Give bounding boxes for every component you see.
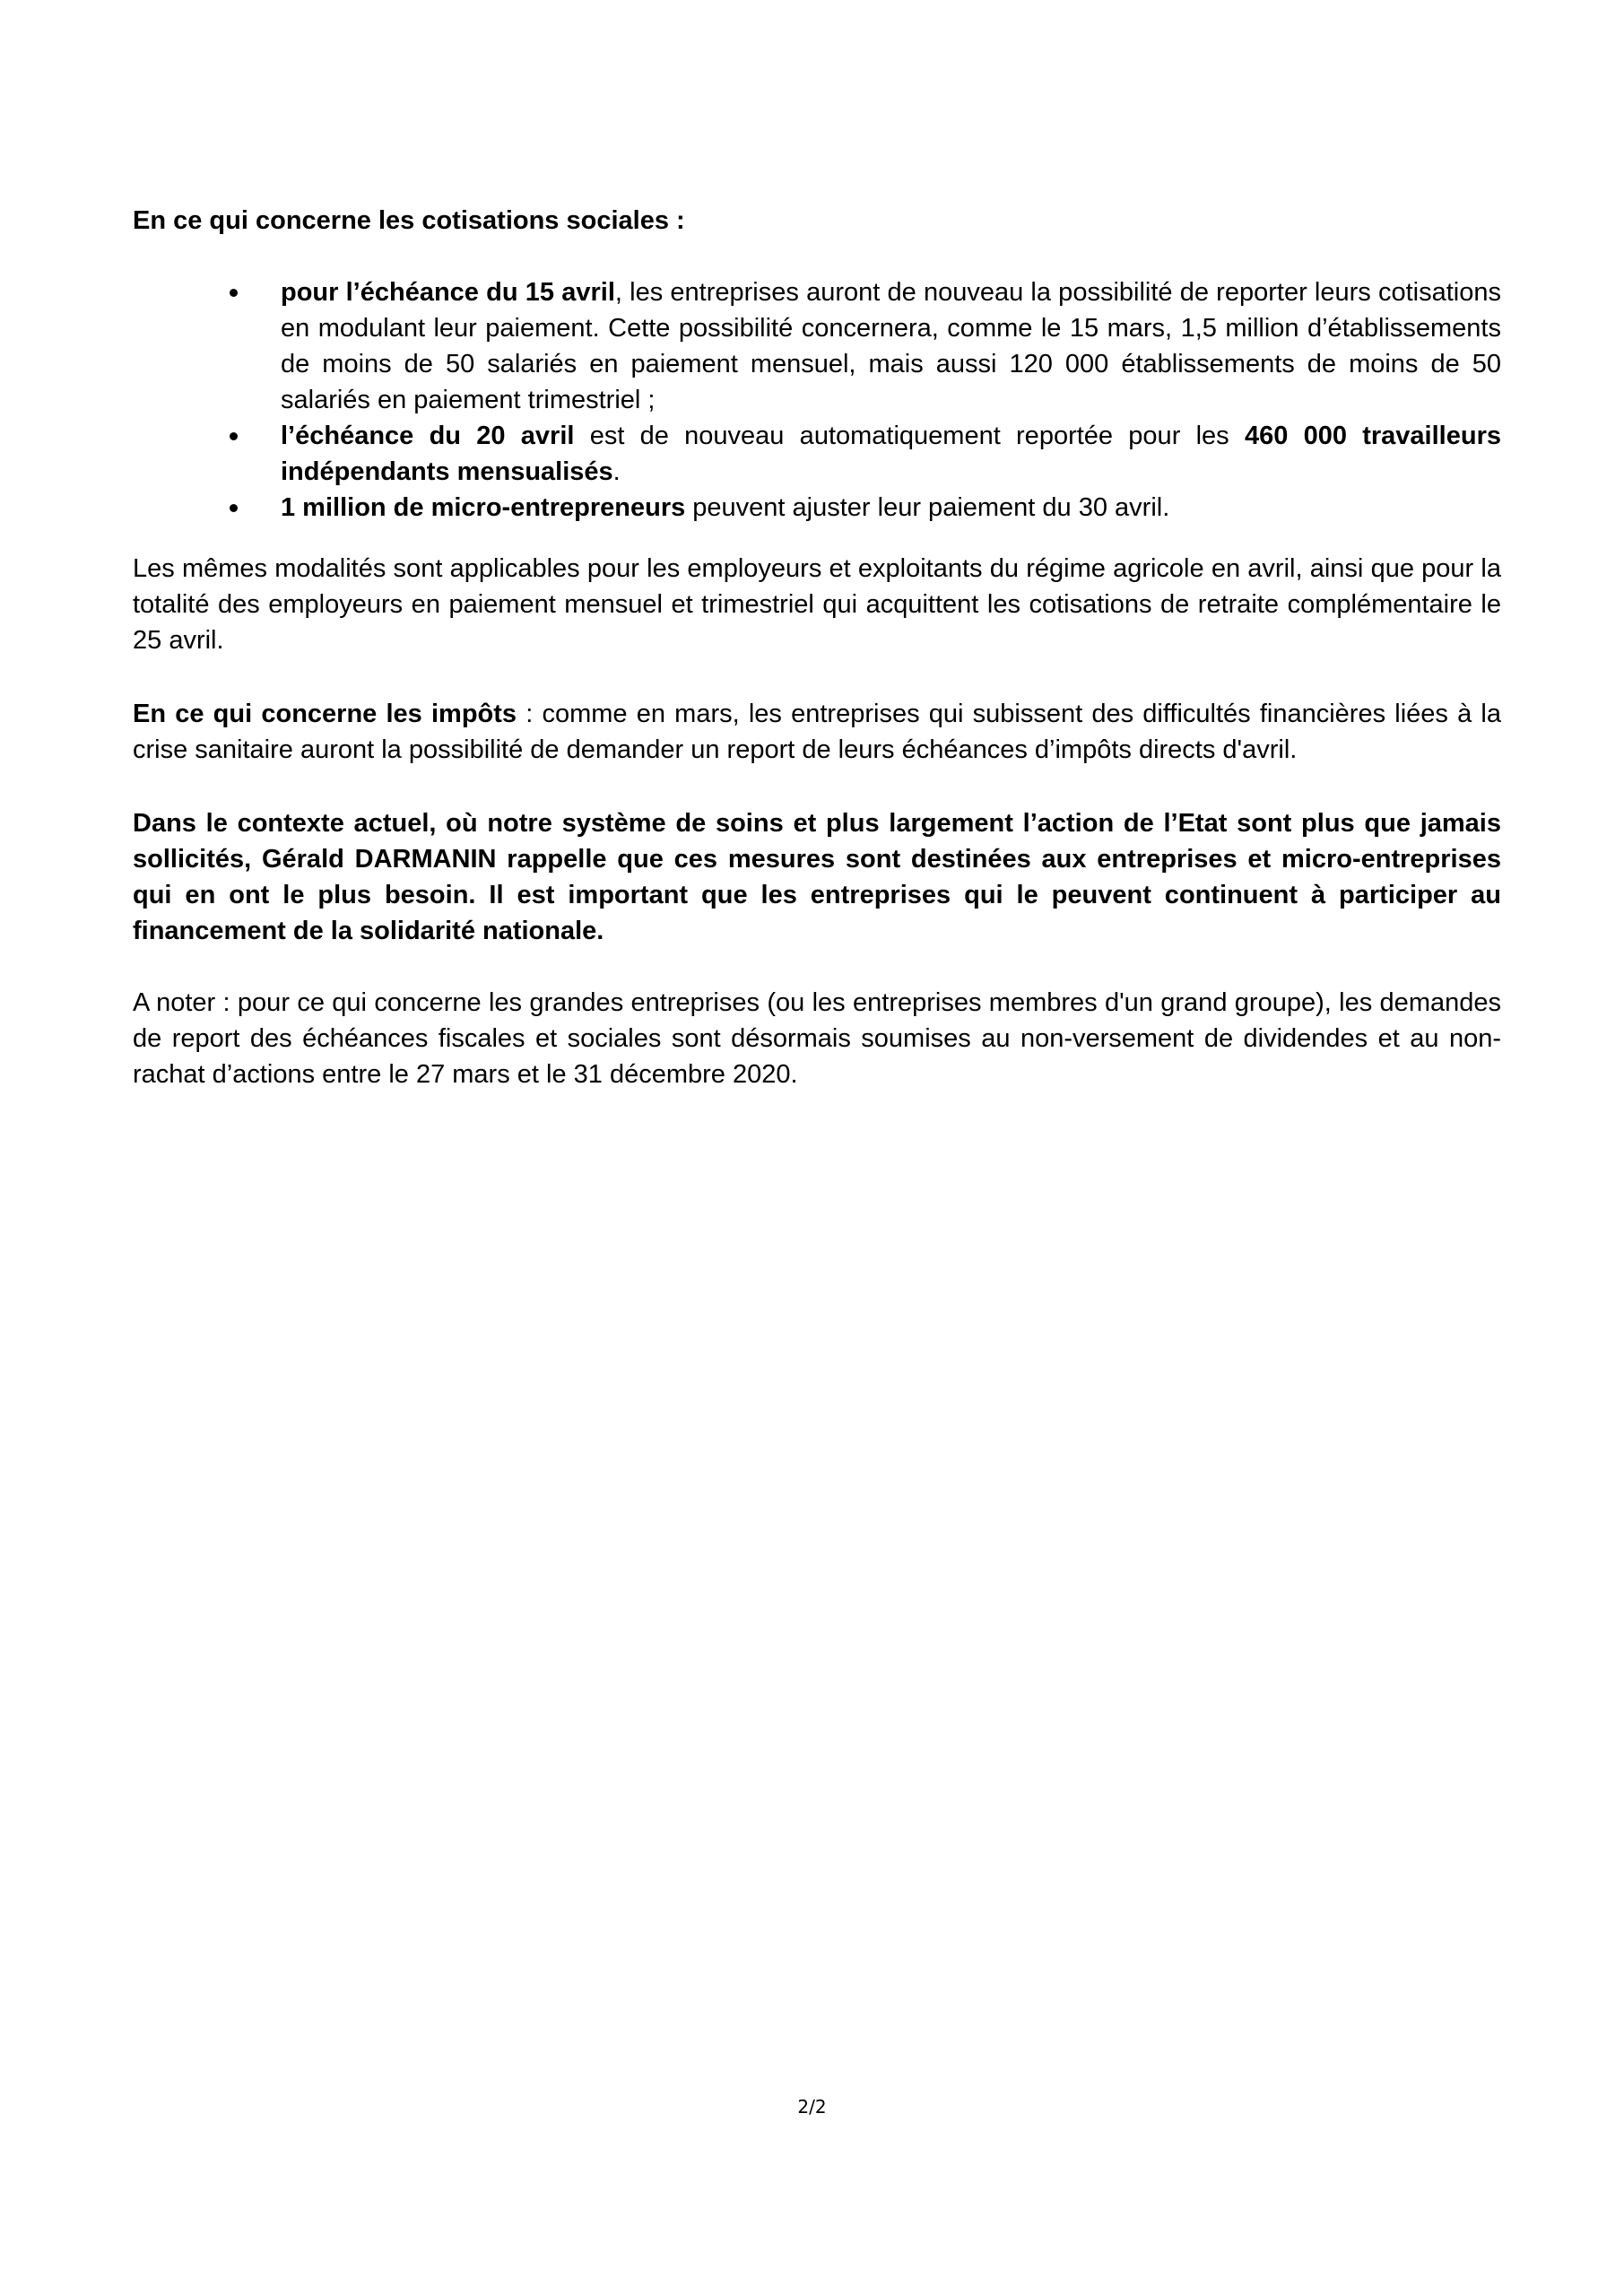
paragraph-employers: Les mêmes modalités sont applicables pour les employeurs et exploitants du régime agricole en avril, ainsi que pour la totalité des employeurs en paiement mensuel et trimestriel qui acquittent les cotisations de retraite complémentaire le 25 avril. xyxy=(133,554,1501,655)
bullet-bold-mid: 460 000 travailleurs indépendants mensualisés xyxy=(281,422,1501,486)
list-item xyxy=(133,274,1501,418)
page-number: 2/2 xyxy=(797,2096,827,2118)
bullet-bold-lead: l’échéance du 20 avril xyxy=(281,422,575,450)
bullet-text: peuvent ajuster leur paiement du 30 avril. xyxy=(685,493,1170,522)
bullet-text: , les entreprises auront de nouveau la possibilité de reporter leurs cotisations en modulant leur paiement. Cette possibilité concernera, comme le 15 mars, 1,5 million d’établissements de moins de 50 salariés en paiement mensuel, mais aussi 120 000 établissements de moins de 50 salariés en paiement trimestriel ; xyxy=(281,278,1501,414)
paragraph-note: A noter : pour ce qui concerne les grandes entreprises (ou les entreprises membres d'un grand groupe), les demandes de report des échéances fiscales et sociales sont désormais soumises au non-versement de dividendes et au non-rachat d’actions entre le 27 mars et le 31 décembre 2020. xyxy=(133,988,1501,1089)
paragraph-impots-lead: En ce qui concerne les impôts xyxy=(133,700,517,728)
list-item xyxy=(133,418,1501,490)
paragraph-impots xyxy=(133,696,1501,768)
bullet-icon xyxy=(230,432,238,440)
bullet-bold-lead: 1 million de micro-entrepreneurs xyxy=(281,493,686,522)
bullet-bold-lead: pour l’échéance du 15 avril xyxy=(281,278,615,307)
paragraph-impots-text: : comme en mars, les entreprises qui subissent des difficultés financières liées à la crise sanitaire auront la possibilité de demander un report de leurs échéances d’impôts directs d'avril. xyxy=(133,700,1501,764)
bullet-text: est de nouveau automatiquement reportée pour les xyxy=(574,422,1245,450)
paragraph-context: Dans le contexte actuel, où notre système de soins et plus largement l’action de l’Etat sont plus que jamais sollicités, Gérald DARMANIN rappelle que ces mesures sont destinées aux entreprises et micro-entreprises qui en ont le plus besoin. Il est important que les entreprises qui le peuvent continuent à participer au financement de la solidarité nationale. xyxy=(133,809,1501,945)
bullet-icon xyxy=(230,504,238,512)
bullet-icon xyxy=(230,289,238,297)
list-item xyxy=(133,490,1501,526)
bullet-list xyxy=(133,274,1501,526)
bullet-text-end: . xyxy=(612,457,621,486)
section-heading-cotisations: En ce qui concerne les cotisations sociales : xyxy=(133,206,685,235)
